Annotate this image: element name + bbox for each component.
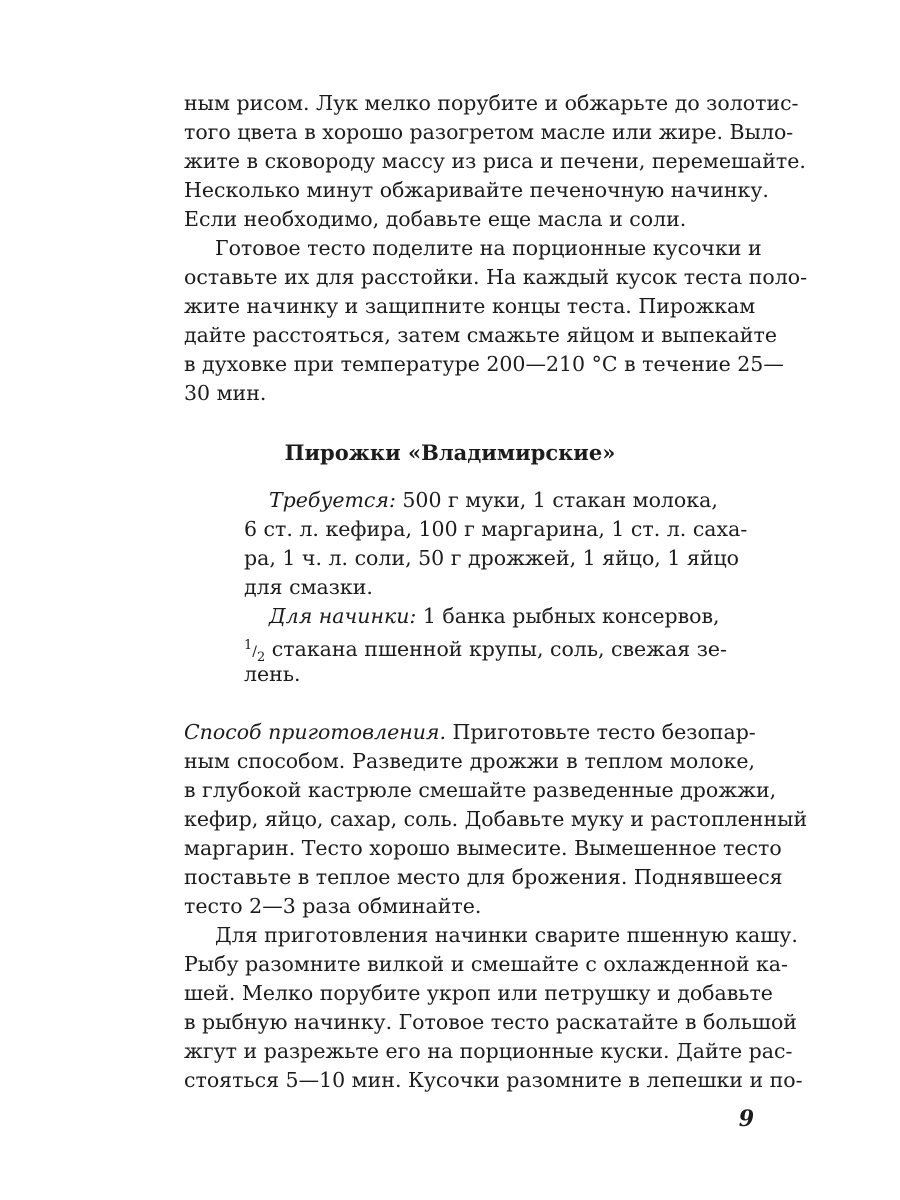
text-line: кефир, яйцо, сахар, соль. Добавьте муку и растопленный <box>184 807 808 831</box>
text-line: ным рисом. Лук мелко порубите и обжарьте до золотис- <box>184 91 799 115</box>
ingredients-line: для смазки. <box>244 575 373 599</box>
text-line: в духовке при температуре 200—210 °С в течение 25— <box>184 352 784 376</box>
method-line <box>184 718 755 747</box>
text-line: жите в сковороду массу из риса и печени, перемешайте. <box>184 149 806 173</box>
method-text: Приготовьте тесто безопар- <box>446 720 756 744</box>
fraction-half: $^1/_2$ <box>244 638 266 665</box>
filling-text: 1 банка рыбных консервов, <box>416 604 720 628</box>
text-line: стояться 5—10 мин. Кусочки разомните в лепешки и по- <box>184 1068 803 1092</box>
text-line: Готовое тесто поделите на порционные кусочки и <box>215 236 762 260</box>
text-line: в глубокой кастрюле смешайте разведенные дрожжи, <box>184 778 777 802</box>
ingredients-label: Требуется: <box>269 488 396 512</box>
ingredients-line: ра, 1 ч. л. соли, 50 г дрожжей, 1 яйцо, 1 яйцо <box>244 546 740 570</box>
ingredients-line <box>269 486 718 515</box>
filling-text: стакана пшенной крупы, соль, свежая зе- <box>265 637 727 661</box>
ingredients-text: 500 г муки, 1 стакан молока, <box>395 488 718 512</box>
text-line: в рыбную начинку. Готовое тесто раскатайте в большой <box>184 1010 797 1034</box>
text-line: жите начинку и защипните концы теста. Пирожкам <box>184 294 756 318</box>
text-line: 30 мин. <box>184 381 267 405</box>
text-line: Рыбу разомните вилкой и смешайте с охлажденной ка- <box>184 952 788 976</box>
text-line: ным способом. Разведите дрожжи в теплом молоке, <box>184 749 755 773</box>
text-line: оставьте их для расстойки. На каждый кусок теста поло- <box>184 265 808 289</box>
text-line: маргарин. Тесто хорошо вымесите. Вымешенное тесто <box>184 836 782 860</box>
text-line: шей. Мелко порубите укроп или петрушку и добавьте <box>184 981 773 1005</box>
text-line: тесто 2—3 раза обминайте. <box>184 894 482 918</box>
text-line: жгут и разрежьте его на порционные куски. Дайте рас- <box>184 1039 793 1063</box>
method-label: Способ приготовления. <box>184 720 447 744</box>
text-line: Если необходимо, добавьте еще масла и соли. <box>184 207 687 231</box>
text-line: Для приготовления начинки сварите пшенную кашу. <box>215 923 798 947</box>
recipe-title: Пирожки «Владимирские» <box>284 440 616 465</box>
text-line: Несколько минут обжаривайте печеночную начинку. <box>184 178 769 202</box>
text-line: дайте расстояться, затем смажьте яйцом и выпекайте <box>184 323 777 347</box>
ingredients-line: 6 ст. л. кефира, 100 г маргарина, 1 ст. л. саха- <box>244 517 748 541</box>
filling-line: лень. <box>244 662 301 686</box>
filling-label: Для начинки: <box>269 604 417 628</box>
text-line: поставьте в теплое место для брожения. Поднявшееся <box>184 865 783 889</box>
filling-line <box>269 602 720 631</box>
page-number: 9 <box>738 1106 754 1132</box>
text-line: того цвета в хорошо разогретом масле или жире. Выло- <box>184 120 794 144</box>
